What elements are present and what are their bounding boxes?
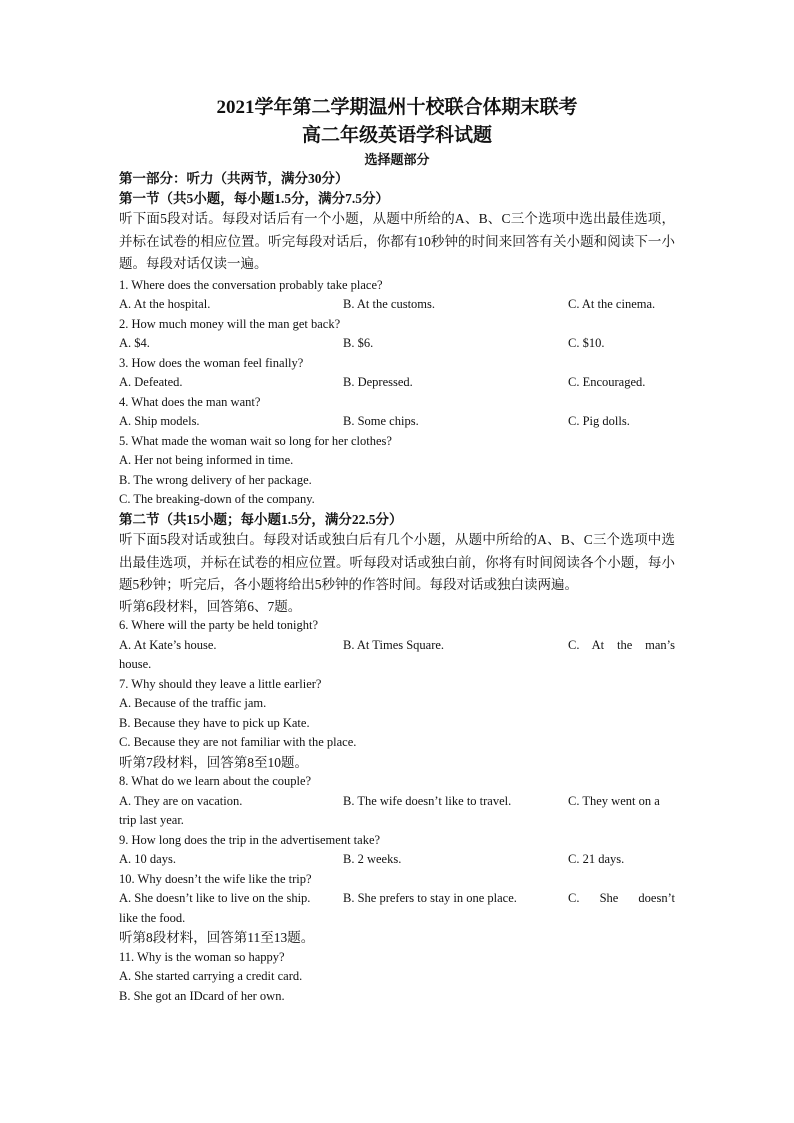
question-9: 9. How long does the trip in the advertisement take? <box>119 832 381 847</box>
option-a: A. Because of the traffic jam. <box>119 696 267 710</box>
question-10-options <box>119 889 675 909</box>
exam-subtitle: 高二年级英语学科试题 <box>301 125 492 146</box>
option-a: A. She started carrying a credit card. <box>119 969 303 983</box>
option-b: B. The wrong delivery of her package. <box>119 472 312 487</box>
exam-title: 2021学年第二学期温州十校联合体期末联考 <box>216 97 578 118</box>
question-11: 11. Why is the woman so happy? <box>119 949 285 964</box>
option-a: A. Her not being informed in time. <box>119 453 294 467</box>
option-b: B. The wife doesn’t like to travel. <box>343 793 512 808</box>
option-a: A. They are on vacation. <box>119 793 243 808</box>
option-b: B. $6. <box>343 336 374 350</box>
section1-heading: 第一节（共5小题，每小题1.5分，满分7.5分） <box>119 190 389 206</box>
option-a: A. Defeated. <box>119 375 183 389</box>
question-8-options <box>119 792 675 812</box>
option-c-continued: trip last year. <box>119 813 184 827</box>
exam-page <box>119 96 675 1006</box>
option-a: A. 10 days. <box>119 852 176 866</box>
option-b: B. Depressed. <box>343 375 413 389</box>
question-2-options <box>119 334 675 354</box>
material-6-label: 听第6段材料，回答第6、7题。 <box>119 598 302 614</box>
question-6-options <box>119 636 675 656</box>
option-c-continued: like the food. <box>119 910 186 925</box>
question-8: 8. What do we learn about the couple? <box>119 774 312 788</box>
option-b: B. Some chips. <box>343 414 419 428</box>
option-c: C. At the man’s <box>568 637 675 652</box>
option-c: C. The breaking-down of the company. <box>119 492 315 506</box>
option-b: B. She got an IDcard of her own. <box>119 988 285 1003</box>
material-8-label: 听第8段材料，回答第11至13题。 <box>119 930 315 945</box>
option-b: B. 2 weeks. <box>343 852 402 866</box>
question-7: 7. Why should they leave a little earlier? <box>119 676 322 691</box>
option-a: A. Ship models. <box>119 414 200 428</box>
question-3-options <box>119 373 675 393</box>
question-4: 4. What does the man want? <box>119 394 261 409</box>
part1-heading: 第一部分：听力（共两节，满分30分） <box>119 171 349 186</box>
question-4-options <box>119 412 675 432</box>
option-b: B. At the customs. <box>343 297 436 311</box>
option-c: C. At the cinema. <box>568 297 656 311</box>
question-5: 5. What made the woman wait so long for her clothes? <box>119 433 392 448</box>
section2-heading: 第二节（共15小题；每小题1.5分，满分22.5分） <box>119 511 403 527</box>
section-label: 选择题部分 <box>364 152 430 167</box>
material-7-label: 听第7段材料，回答第8至10题。 <box>119 754 308 770</box>
option-c-continued: house. <box>119 657 152 671</box>
option-b: B. At Times Square. <box>343 637 445 652</box>
option-c: C. She doesn’t <box>568 891 675 905</box>
option-c: C. $10. <box>568 336 605 350</box>
option-c: C. Because they are not familiar with the place. <box>119 735 357 749</box>
option-c: C. They went on a <box>568 793 660 808</box>
option-b: B. Because they have to pick up Kate. <box>119 715 310 730</box>
question-9-options <box>119 850 675 870</box>
section1-instructions: 听下面5段对话。每段对话后有一个小题，从题中所给的A、B、C三个选项中选出最佳选项，并标在试卷的相应位置。听完每段对话后，你都有10秒钟的时间来回答有关小题和阅读下一小题。每段对话仅读一遍。 <box>119 211 675 271</box>
option-a: A. At Kate’s house. <box>119 637 217 652</box>
question-2: 2. How much money will the man get back? <box>119 316 341 331</box>
option-b: B. She prefers to stay in one place. <box>343 891 517 905</box>
question-1: 1. Where does the conversation probably take place? <box>119 277 383 292</box>
question-1-options <box>119 295 675 315</box>
section2-instructions: 听下面5段对话或独白。每段对话或独白后有几个小题，从题中所给的A、B、C三个选项中选出最佳选项，并标在试卷的相应位置。听每段对话或独白前，你将有时间阅读各个小题，每小题5秒钟；听完后，各小题将给出5秒钟的作答时间。每段对话或独白读两遍。 <box>119 532 675 592</box>
question-10: 10. Why doesn’t the wife like the trip? <box>119 871 312 886</box>
option-c: C. Encouraged. <box>568 375 646 389</box>
option-a: A. $4. <box>119 336 150 350</box>
question-3: 3. How does the woman feel finally? <box>119 355 304 370</box>
option-a: A. She doesn’t like to live on the ship. <box>119 891 311 905</box>
question-6: 6. Where will the party be held tonight? <box>119 618 319 632</box>
option-c: C. 21 days. <box>568 852 625 866</box>
option-a: A. At the hospital. <box>119 297 211 311</box>
option-c: C. Pig dolls. <box>568 414 630 428</box>
